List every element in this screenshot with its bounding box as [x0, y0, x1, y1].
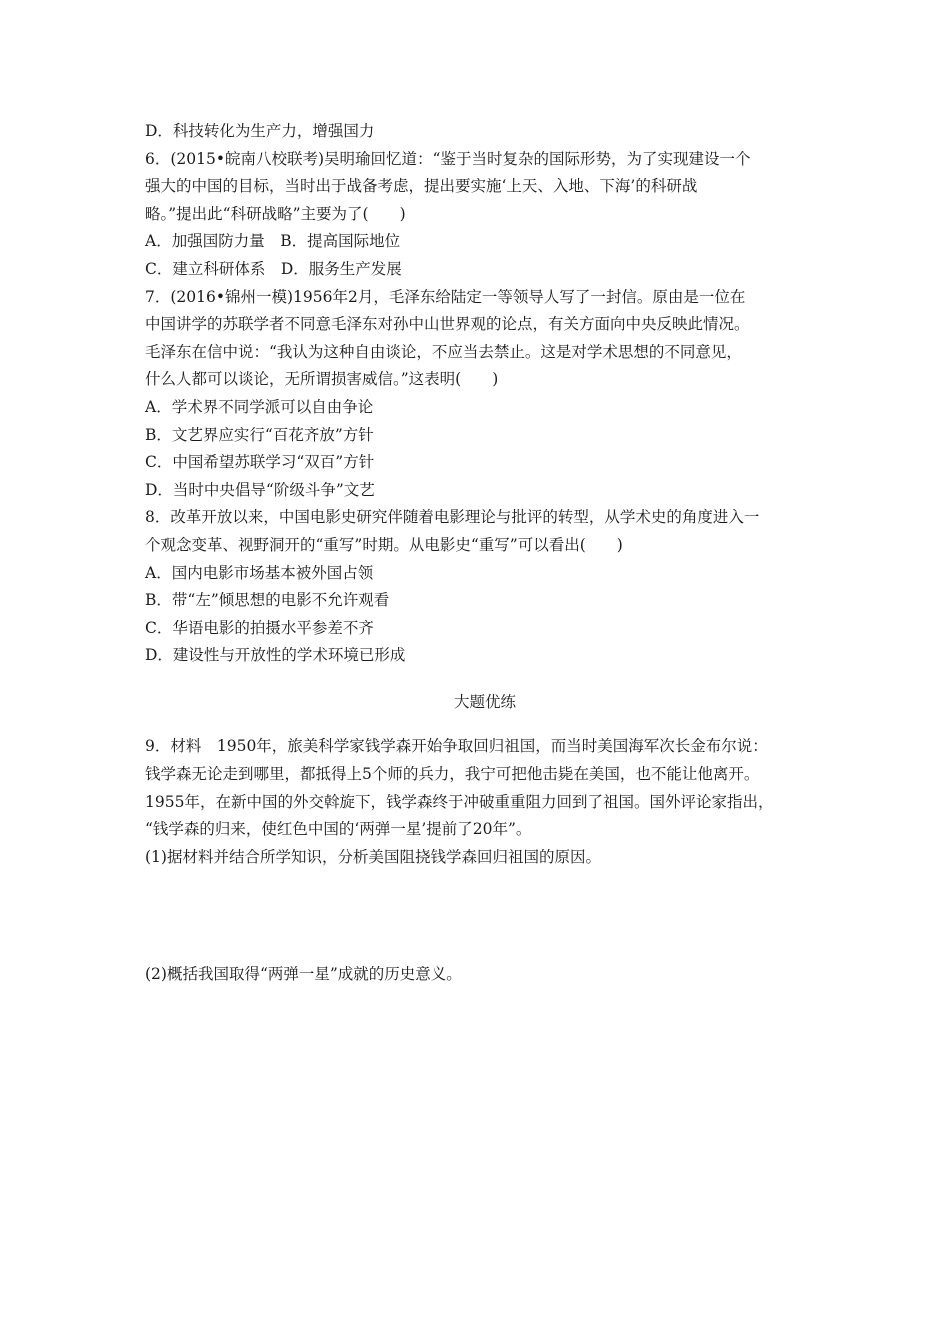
- q8-option-a: A．国内电影市场基本被外国占领: [145, 563, 374, 582]
- question-6: [145, 146, 813, 284]
- q6-stem-line: 略。”提出此“科研战略”主要为了( ): [145, 204, 406, 223]
- q9-material-line: 钱学森无论走到哪里，都抵得上5个师的兵力，我宁可把他击毙在美国，也不能让他离开。: [145, 765, 760, 784]
- q8-option-c: C．华语电影的拍摄水平参差不齐: [145, 618, 374, 637]
- q9-subquestion-1: (1)据材料并结合所学知识，分析美国阻挠钱学森回归祖国的原因。: [145, 847, 601, 866]
- q7-stem-line: 中国讲学的苏联学者不同意毛泽东对孙中山世界观的论点，有关方面向中央反映此情况。: [145, 315, 750, 334]
- q7-stem-line: 毛泽东在信中说：“我认为这种自由谈论，不应当去禁止。这是对学术思想的不同意见，: [145, 342, 742, 361]
- q8-option-d: D．建设性与开放性的学术环境已形成: [145, 646, 406, 665]
- q7-option-d: D．当时中央倡导“阶级斗争”文艺: [145, 480, 375, 499]
- q9-material-line: 1955年，在新中国的外交斡旋下，钱学森终于冲破重重阻力回到了祖国。国外评论家指出，: [145, 792, 774, 811]
- q5-option-d: D．科技转化为生产力，增强国力: [145, 122, 375, 140]
- question-7: [145, 284, 813, 505]
- q7-stem-line: 什么人都可以谈论，无所谓损害威信。”这表明( ): [145, 370, 499, 389]
- section-title: 大题优练: [453, 692, 516, 711]
- question-9: [145, 733, 813, 989]
- q6-stem-line: 强大的中国的目标，当时出于战备考虑，提出要实施‘上天、入地、下海’的科研战: [145, 177, 698, 196]
- q9-subquestion-2: (2)概括我国取得“两弹一星”成就的历史意义。: [145, 965, 462, 984]
- q7-option-c: C．中国希望苏联学习“双百”方针: [145, 453, 375, 472]
- q7-option-b: B．文艺界应实行“百花齐放”方针: [145, 425, 374, 444]
- q8-stem-line: 8．改革开放以来，中国电影史研究伴随着电影理论与批评的转型，从学术史的角度进入一: [145, 508, 760, 527]
- q7-stem-line: 7．(2016•锦州一模)1956年2月，毛泽东给陆定一等领导人写了一封信。原由是一位在: [145, 287, 746, 306]
- q6-stem-line: 6．(2015•皖南八校联考)吴明瑜回忆道：“鉴于当时复杂的国际形势，为了实现建设一个: [145, 149, 751, 168]
- question-8: [145, 504, 813, 670]
- q9-material-line: “钱学森的归来，使红色中国的‘两弹一星’提前了20年”。: [145, 820, 532, 839]
- q6-options-cd: C．建立科研体系 D．服务生产发展: [145, 259, 402, 278]
- document-page: [145, 118, 813, 989]
- q8-stem-line: 个观念变革、视野洞开的“重写”时期。从电影史“重写”可以看出( ): [145, 535, 623, 554]
- q8-option-b: B．带“左”倾思想的电影不允许观看: [145, 591, 390, 610]
- answer-space: [145, 871, 813, 961]
- q9-material-line: 9．材料 1950年，旅美科学家钱学森开始争取回归祖国，而当时美国海军次长金布尔说：: [145, 737, 768, 756]
- q7-option-a: A．学术界不同学派可以自由争论: [145, 397, 374, 416]
- q6-options-ab: A．加强国防力量 B．提高国际地位: [145, 232, 401, 251]
